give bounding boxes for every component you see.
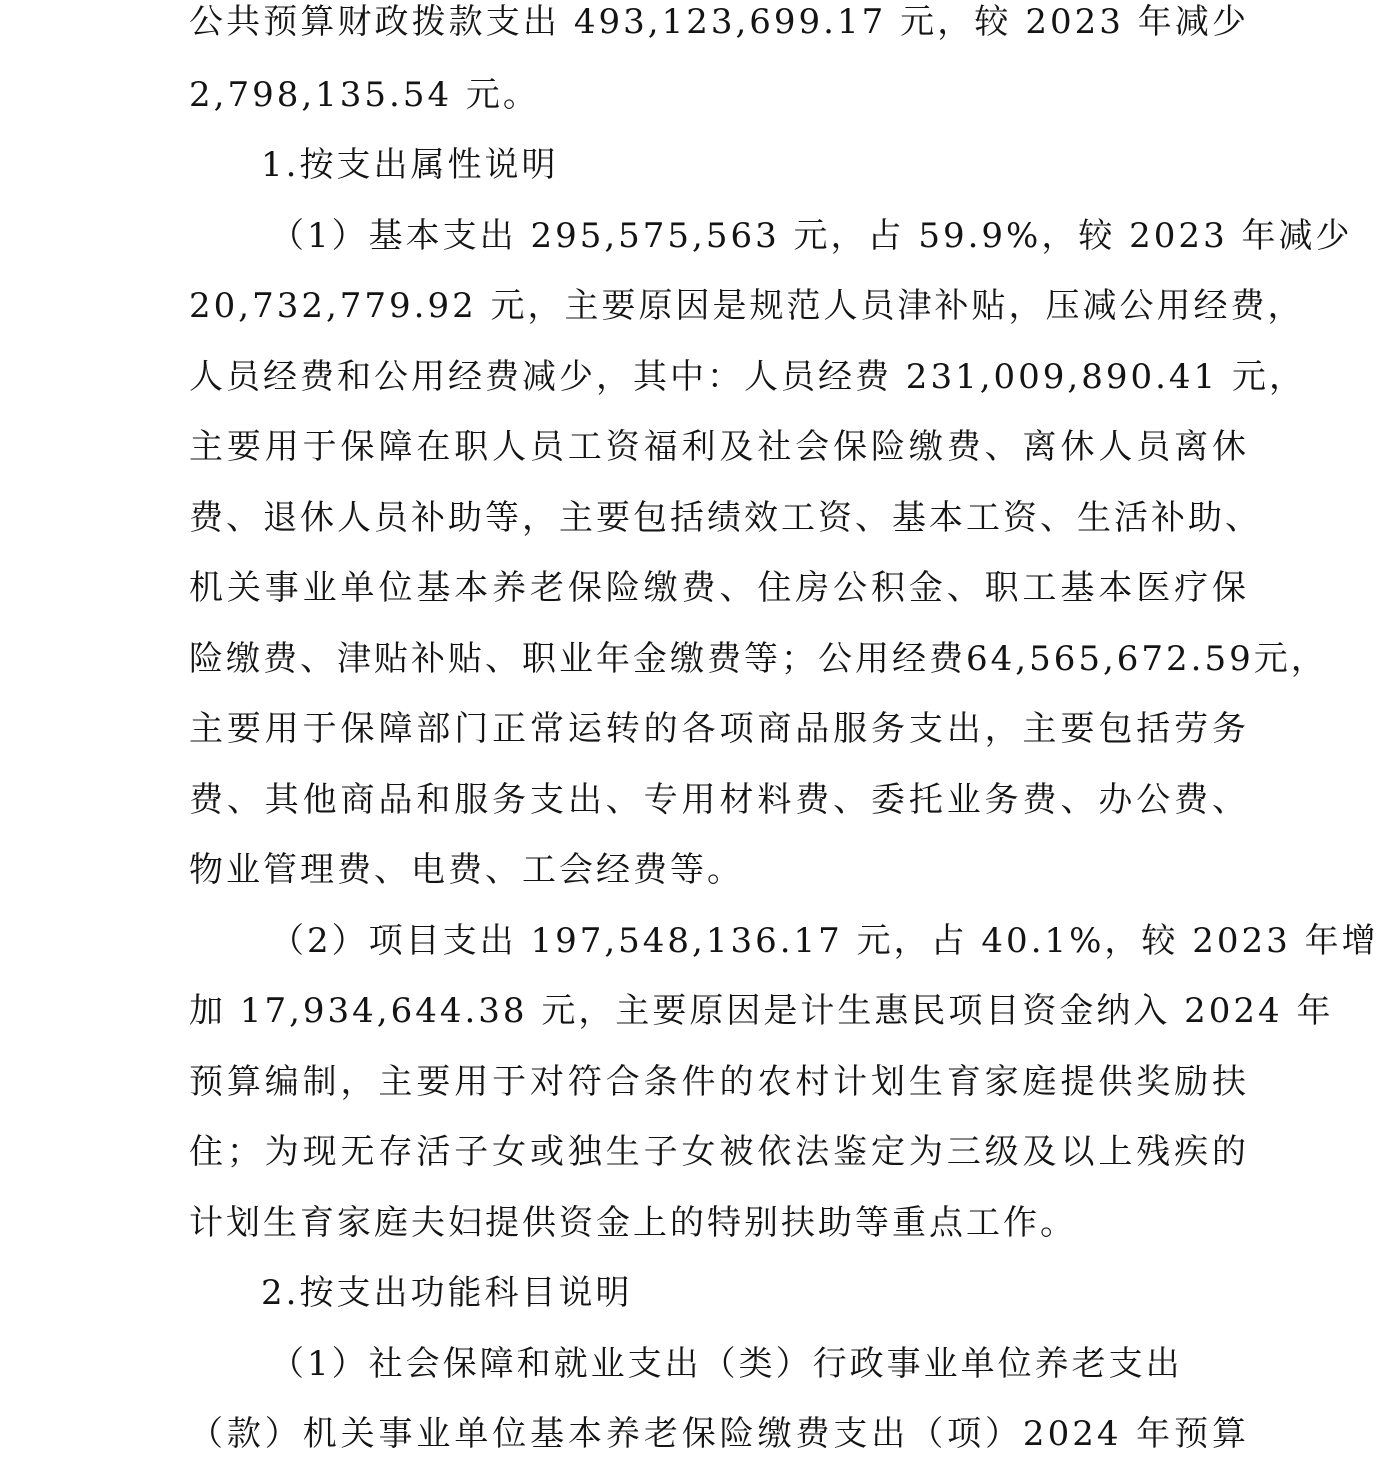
paragraph-line-20: （1）社会保障和就业支出（类）行政事业单位养老支出 [270, 1344, 1183, 1384]
paragraph-line-1: 公共预算财政拨款支出 493,123,699.17 元，较 2023 年减少 [189, 2, 1249, 42]
paragraph-line-16: 预算编制，主要用于对符合条件的农村计划生育家庭提供奖励扶 [189, 1062, 1249, 1102]
paragraph-line-9: 机关事业单位基本养老保险缴费、住房公积金、职工基本医疗保 [189, 568, 1249, 608]
paragraph-line-7: 主要用于保障在职人员工资福利及社会保险缴费、离休人员离休 [189, 427, 1249, 467]
paragraph-line-21: （款）机关事业单位基本养老保险缴费支出（项）2024 年预算 [189, 1414, 1249, 1454]
paragraph-line-15: 加 17,934,644.38 元，主要原因是计生惠民项目资金纳入 2024 年 [189, 991, 1334, 1031]
paragraph-line-5: 20,732,779.92 元，主要原因是规范人员津补贴，压减公用经费， [189, 286, 1305, 326]
paragraph-line-18: 计划生育家庭夫妇提供资金上的特别扶助等重点工作。 [189, 1203, 1077, 1243]
paragraph-line-4: （1）基本支出 295,575,563 元，占 59.9%，较 2023 年减少 [270, 216, 1353, 256]
paragraph-line-14: （2）项目支出 197,548,136.17 元，占 40.1%，较 2023 年增 [270, 921, 1379, 961]
section-heading-1: 1.按支出属性说明 [261, 145, 559, 185]
paragraph-line-8: 费、退休人员补助等，主要包括绩效工资、基本工资、生活补助、 [189, 498, 1262, 538]
paragraph-line-17: 住；为现无存活子女或独生子女被依法鉴定为三级及以上残疾的 [189, 1132, 1249, 1172]
paragraph-line-13: 物业管理费、电费、工会经费等。 [189, 850, 744, 890]
paragraph-line-6: 人员经费和公用经费减少，其中：人员经费 231,009,890.41 元， [189, 357, 1306, 397]
paragraph-line-12: 费、其他商品和服务支出、专用材料费、委托业务费、办公费、 [189, 780, 1249, 820]
paragraph-line-10: 险缴费、津贴补贴、职业年金缴费等；公用经费64,565,672.59元， [189, 639, 1328, 679]
section-heading-2: 2.按支出功能科目说明 [261, 1273, 633, 1313]
paragraph-line-11: 主要用于保障部门正常运转的各项商品服务支出，主要包括劳务 [189, 709, 1249, 749]
paragraph-line-2: 2,798,135.54 元。 [189, 75, 540, 115]
